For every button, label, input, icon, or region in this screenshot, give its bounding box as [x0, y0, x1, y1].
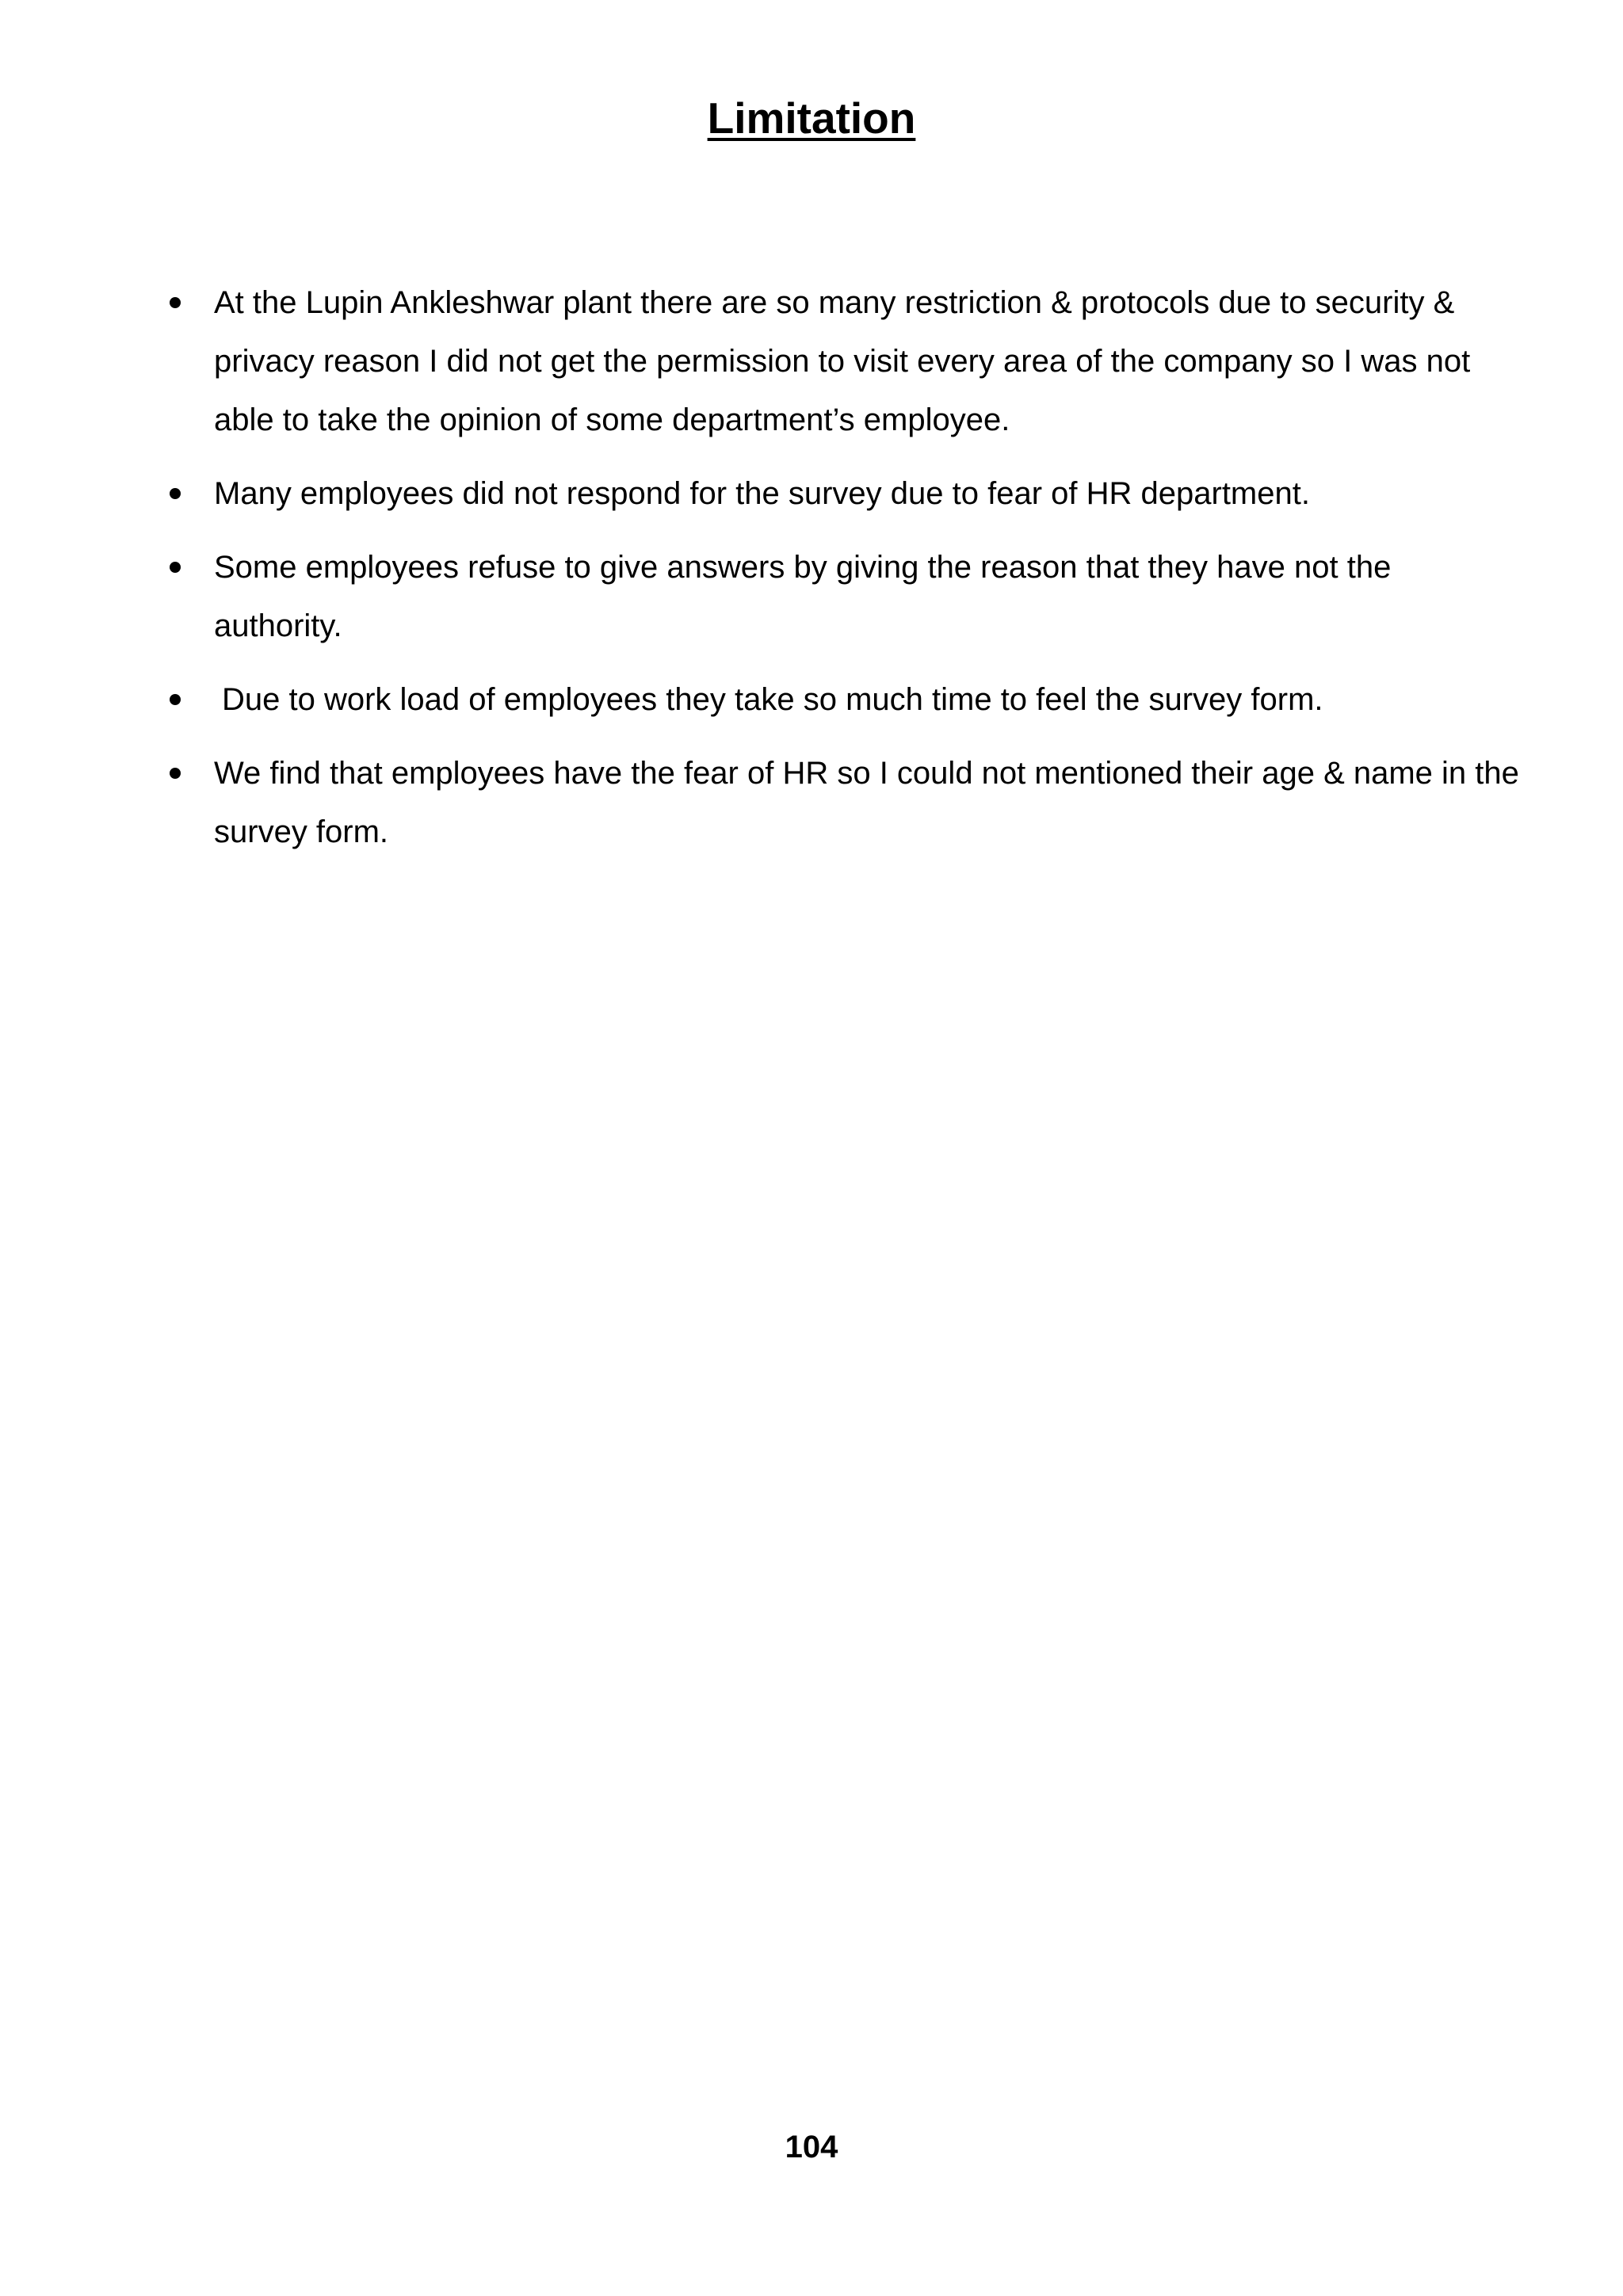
page-number: 104 — [785, 2130, 838, 2164]
list-item — [158, 273, 1522, 449]
page-title: Limitation — [707, 93, 916, 143]
list-item — [158, 744, 1522, 861]
bullet-icon — [170, 297, 181, 308]
list-item-text: Some employees refuse to give answers by giving the reason that they have not the authority. — [214, 550, 1392, 643]
bullet-icon — [170, 488, 181, 499]
limitations-list — [158, 273, 1522, 876]
list-item — [158, 670, 1522, 729]
bullet-icon — [170, 694, 181, 705]
list-item-text: At the Lupin Ankleshwar plant there are so many restriction & protocols due to security & privacy reason I did not get the permission to visit every area of the company so I was not able to take the opinion of some department’s employee. — [214, 285, 1471, 437]
list-item-text: We find that employees have the fear of HR so I could not mentioned their age & name in the survey form. — [214, 756, 1519, 849]
list-item-text: Due to work load of employees they take so much time to feel the survey form. — [222, 682, 1323, 717]
bullet-icon — [170, 768, 181, 779]
bullet-icon — [170, 562, 181, 573]
list-item — [158, 464, 1522, 523]
list-item — [158, 538, 1522, 655]
list-item-text: Many employees did not respond for the survey due to fear of HR department. — [214, 476, 1310, 511]
